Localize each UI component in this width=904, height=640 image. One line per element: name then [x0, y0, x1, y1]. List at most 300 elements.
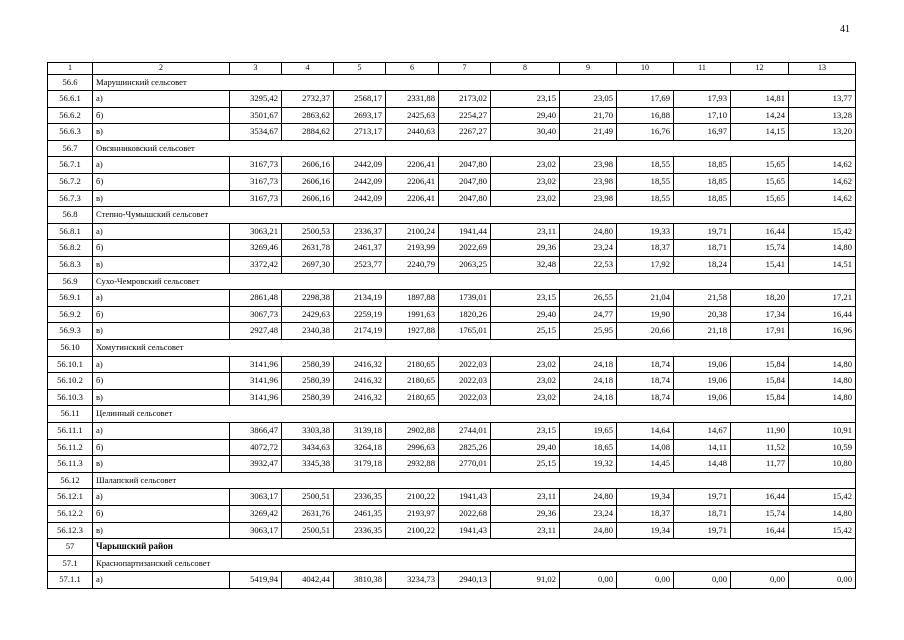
row-variant: в) — [93, 257, 230, 274]
value-cell: 16,44 — [731, 522, 789, 539]
value-cell: 2580,39 — [282, 373, 334, 390]
value-cell: 32,48 — [491, 257, 560, 274]
value-cell: 15,84 — [731, 389, 789, 406]
row-code: 56.10.3 — [48, 389, 93, 406]
section-row — [48, 472, 856, 489]
value-cell: 14,80 — [789, 356, 856, 373]
value-cell: 3932,47 — [230, 456, 282, 473]
value-cell: 2440,63 — [386, 124, 439, 141]
value-cell: 2606,16 — [282, 157, 334, 174]
value-cell: 2336,35 — [334, 522, 386, 539]
value-cell: 25,15 — [491, 456, 560, 473]
row-code: 56.9.3 — [48, 323, 93, 340]
section-title: Сухо-Чемровский сельсовет — [93, 273, 856, 290]
value-cell: 19,06 — [674, 389, 731, 406]
value-cell: 1765,01 — [439, 323, 491, 340]
value-cell: 3269,42 — [230, 505, 282, 522]
value-cell: 2861,48 — [230, 290, 282, 307]
value-cell: 2902,88 — [386, 422, 439, 439]
value-cell: 3534,67 — [230, 124, 282, 141]
value-cell: 18,85 — [674, 174, 731, 191]
value-cell: 2744,01 — [439, 422, 491, 439]
value-cell: 13,77 — [789, 91, 856, 108]
row-code: 56.10.2 — [48, 373, 93, 390]
value-cell: 2713,17 — [334, 124, 386, 141]
value-cell: 24,18 — [560, 356, 617, 373]
value-cell: 14,80 — [789, 373, 856, 390]
value-cell: 29,36 — [491, 240, 560, 257]
value-cell: 3167,73 — [230, 174, 282, 191]
value-cell: 3179,18 — [334, 456, 386, 473]
value-cell: 2174,19 — [334, 323, 386, 340]
value-cell: 25,15 — [491, 323, 560, 340]
column-header: 6 — [386, 63, 439, 75]
value-cell: 2134,19 — [334, 290, 386, 307]
value-cell: 13,28 — [789, 107, 856, 124]
value-cell: 0,00 — [617, 572, 674, 589]
value-cell: 19,33 — [617, 223, 674, 240]
value-cell: 0,00 — [789, 572, 856, 589]
value-cell: 14,08 — [617, 439, 674, 456]
value-cell: 2022,03 — [439, 356, 491, 373]
row-code: 56.6.1 — [48, 91, 93, 108]
column-header: 1 — [48, 63, 93, 75]
value-cell: 14,67 — [674, 422, 731, 439]
row-code: 56.8.1 — [48, 223, 93, 240]
value-cell: 2336,35 — [334, 489, 386, 506]
value-cell: 2416,32 — [334, 356, 386, 373]
value-cell: 14,62 — [789, 190, 856, 207]
table-row — [48, 223, 856, 240]
section-title: Степно-Чумышский сельсовет — [93, 207, 856, 224]
value-cell: 23,98 — [560, 174, 617, 191]
row-code: 56.9 — [48, 273, 93, 290]
value-cell: 14,81 — [731, 91, 789, 108]
value-cell: 2568,17 — [334, 91, 386, 108]
value-cell: 29,40 — [491, 439, 560, 456]
value-cell: 15,42 — [789, 223, 856, 240]
value-cell: 17,92 — [617, 257, 674, 274]
value-cell: 2063,25 — [439, 257, 491, 274]
row-variant: а) — [93, 572, 230, 589]
value-cell: 2047,80 — [439, 174, 491, 191]
row-code: 56.9.2 — [48, 306, 93, 323]
value-cell: 14,62 — [789, 157, 856, 174]
value-cell: 0,00 — [731, 572, 789, 589]
column-header: 3 — [230, 63, 282, 75]
row-code: 56.12 — [48, 472, 93, 489]
section-row — [48, 273, 856, 290]
value-cell: 21,70 — [560, 107, 617, 124]
value-cell: 18,37 — [617, 505, 674, 522]
value-cell: 17,93 — [674, 91, 731, 108]
row-code: 56.6 — [48, 74, 93, 91]
row-code: 56.12.1 — [48, 489, 93, 506]
value-cell: 23,05 — [560, 91, 617, 108]
value-cell: 23,02 — [491, 190, 560, 207]
row-variant: в) — [93, 456, 230, 473]
value-cell: 15,42 — [789, 522, 856, 539]
row-code: 56.10.1 — [48, 356, 93, 373]
value-cell: 4072,72 — [230, 439, 282, 456]
table-row — [48, 323, 856, 340]
value-cell: 20,66 — [617, 323, 674, 340]
value-cell: 3234,73 — [386, 572, 439, 589]
value-cell: 18,37 — [617, 240, 674, 257]
column-header: 2 — [93, 63, 230, 75]
value-cell: 23,02 — [491, 373, 560, 390]
value-cell: 23,15 — [491, 422, 560, 439]
value-cell: 24,80 — [560, 522, 617, 539]
table-row — [48, 505, 856, 522]
value-cell: 3141,96 — [230, 356, 282, 373]
value-cell: 17,21 — [789, 290, 856, 307]
value-cell: 1897,88 — [386, 290, 439, 307]
row-code: 57.1.1 — [48, 572, 93, 589]
table-row — [48, 489, 856, 506]
value-cell: 16,97 — [674, 124, 731, 141]
row-code: 56.12.3 — [48, 522, 93, 539]
value-cell: 2416,32 — [334, 389, 386, 406]
row-code: 56.6.2 — [48, 107, 93, 124]
table-row — [48, 107, 856, 124]
value-cell: 2180,65 — [386, 373, 439, 390]
value-cell: 21,04 — [617, 290, 674, 307]
value-cell: 15,65 — [731, 174, 789, 191]
value-cell: 2206,41 — [386, 190, 439, 207]
row-variant: б) — [93, 107, 230, 124]
value-cell: 3141,96 — [230, 373, 282, 390]
section-row — [48, 539, 856, 556]
column-header: 5 — [334, 63, 386, 75]
value-cell: 3372,42 — [230, 257, 282, 274]
table-row — [48, 439, 856, 456]
section-row — [48, 140, 856, 157]
value-cell: 16,76 — [617, 124, 674, 141]
value-cell: 11,52 — [731, 439, 789, 456]
table-row — [48, 389, 856, 406]
value-cell: 2047,80 — [439, 157, 491, 174]
value-cell: 24,77 — [560, 306, 617, 323]
value-cell: 24,18 — [560, 373, 617, 390]
value-cell: 14,80 — [789, 389, 856, 406]
page-number: 41 — [840, 24, 850, 35]
value-cell: 2206,41 — [386, 174, 439, 191]
value-cell: 18,20 — [731, 290, 789, 307]
table-row — [48, 456, 856, 473]
table-row — [48, 572, 856, 589]
value-cell: 23,11 — [491, 223, 560, 240]
value-cell: 2022,69 — [439, 240, 491, 257]
table-row — [48, 522, 856, 539]
value-cell: 2254,27 — [439, 107, 491, 124]
value-cell: 2206,41 — [386, 157, 439, 174]
value-cell: 2100,24 — [386, 223, 439, 240]
value-cell: 18,55 — [617, 157, 674, 174]
section-row — [48, 207, 856, 224]
column-header: 10 — [617, 63, 674, 75]
value-cell: 29,40 — [491, 306, 560, 323]
value-cell: 10,80 — [789, 456, 856, 473]
value-cell: 21,18 — [674, 323, 731, 340]
table-row — [48, 124, 856, 141]
value-cell: 23,98 — [560, 157, 617, 174]
value-cell: 2580,39 — [282, 356, 334, 373]
row-code: 57.1 — [48, 555, 93, 572]
value-cell: 19,06 — [674, 373, 731, 390]
value-cell: 1941,43 — [439, 489, 491, 506]
row-variant: а) — [93, 223, 230, 240]
value-cell: 14,24 — [731, 107, 789, 124]
value-cell: 2523,77 — [334, 257, 386, 274]
value-cell: 23,02 — [491, 157, 560, 174]
value-cell: 16,96 — [789, 323, 856, 340]
section-title: Хомутинский сельсовет — [93, 340, 856, 357]
value-cell: 2047,80 — [439, 190, 491, 207]
value-cell: 3264,18 — [334, 439, 386, 456]
row-variant: б) — [93, 306, 230, 323]
column-header: 7 — [439, 63, 491, 75]
column-header: 11 — [674, 63, 731, 75]
value-cell: 11,90 — [731, 422, 789, 439]
row-code: 56.11.3 — [48, 456, 93, 473]
row-variant: а) — [93, 157, 230, 174]
value-cell: 16,44 — [731, 489, 789, 506]
row-variant: в) — [93, 389, 230, 406]
row-variant: в) — [93, 522, 230, 539]
value-cell: 23,11 — [491, 489, 560, 506]
value-cell: 2416,32 — [334, 373, 386, 390]
value-cell: 29,36 — [491, 505, 560, 522]
value-cell: 23,02 — [491, 356, 560, 373]
row-variant: а) — [93, 356, 230, 373]
value-cell: 16,44 — [731, 223, 789, 240]
value-cell: 10,91 — [789, 422, 856, 439]
value-cell: 14,51 — [789, 257, 856, 274]
value-cell: 2500,51 — [282, 489, 334, 506]
value-cell: 14,11 — [674, 439, 731, 456]
value-cell: 1991,63 — [386, 306, 439, 323]
value-cell: 2425,63 — [386, 107, 439, 124]
value-cell: 23,24 — [560, 505, 617, 522]
table-row — [48, 174, 856, 191]
table-row — [48, 240, 856, 257]
value-cell: 15,42 — [789, 489, 856, 506]
value-cell: 2996,63 — [386, 439, 439, 456]
section-title: Краснопартизанский сельсовет — [93, 555, 856, 572]
value-cell: 14,80 — [789, 505, 856, 522]
row-variant: б) — [93, 240, 230, 257]
value-cell: 2770,01 — [439, 456, 491, 473]
value-cell: 1941,44 — [439, 223, 491, 240]
value-cell: 24,18 — [560, 389, 617, 406]
value-cell: 14,62 — [789, 174, 856, 191]
value-cell: 26,55 — [560, 290, 617, 307]
value-cell: 2697,30 — [282, 257, 334, 274]
value-cell: 19,34 — [617, 489, 674, 506]
column-header: 4 — [282, 63, 334, 75]
row-code: 57 — [48, 539, 93, 556]
value-cell: 23,11 — [491, 522, 560, 539]
value-cell: 19,34 — [617, 522, 674, 539]
row-code: 56.8.3 — [48, 257, 93, 274]
value-cell: 5419,94 — [230, 572, 282, 589]
value-cell: 1739,01 — [439, 290, 491, 307]
value-cell: 19,71 — [674, 489, 731, 506]
value-cell: 2500,51 — [282, 522, 334, 539]
table-row — [48, 306, 856, 323]
value-cell: 15,74 — [731, 240, 789, 257]
row-code: 56.8.2 — [48, 240, 93, 257]
value-cell: 0,00 — [560, 572, 617, 589]
row-code: 56.9.1 — [48, 290, 93, 307]
row-code: 56.7 — [48, 140, 93, 157]
row-code: 56.10 — [48, 340, 93, 357]
value-cell: 2825,26 — [439, 439, 491, 456]
value-cell: 2863,62 — [282, 107, 334, 124]
column-header: 8 — [491, 63, 560, 75]
column-header: 12 — [731, 63, 789, 75]
value-cell: 11,77 — [731, 456, 789, 473]
value-cell: 3063,17 — [230, 522, 282, 539]
section-title: Марушинский сельсовет — [93, 74, 856, 91]
value-cell: 14,64 — [617, 422, 674, 439]
value-cell: 2732,37 — [282, 91, 334, 108]
table-row — [48, 290, 856, 307]
value-cell: 2331,88 — [386, 91, 439, 108]
value-cell: 10,59 — [789, 439, 856, 456]
value-cell: 17,34 — [731, 306, 789, 323]
value-cell: 3167,73 — [230, 157, 282, 174]
value-cell: 16,44 — [789, 306, 856, 323]
value-cell: 23,02 — [491, 174, 560, 191]
value-cell: 18,71 — [674, 240, 731, 257]
value-cell: 23,24 — [560, 240, 617, 257]
row-variant: б) — [93, 439, 230, 456]
row-code: 56.8 — [48, 207, 93, 224]
value-cell: 2932,88 — [386, 456, 439, 473]
row-variant: а) — [93, 422, 230, 439]
value-cell: 3866,47 — [230, 422, 282, 439]
value-cell: 2336,37 — [334, 223, 386, 240]
value-cell: 18,55 — [617, 190, 674, 207]
value-cell: 2606,16 — [282, 190, 334, 207]
value-cell: 21,49 — [560, 124, 617, 141]
value-cell: 15,65 — [731, 190, 789, 207]
section-title: Целинный сельсовет — [93, 406, 856, 423]
value-cell: 2180,65 — [386, 356, 439, 373]
value-cell: 2884,62 — [282, 124, 334, 141]
value-cell: 23,02 — [491, 389, 560, 406]
value-cell: 3810,38 — [334, 572, 386, 589]
value-cell: 15,65 — [731, 157, 789, 174]
value-cell: 18,85 — [674, 190, 731, 207]
value-cell: 2100,22 — [386, 489, 439, 506]
value-cell: 2340,38 — [282, 323, 334, 340]
section-row — [48, 340, 856, 357]
section-title: Чарышский район — [93, 539, 856, 556]
value-cell: 2631,78 — [282, 240, 334, 257]
value-cell: 15,41 — [731, 257, 789, 274]
value-cell: 2461,35 — [334, 505, 386, 522]
table-row — [48, 422, 856, 439]
table-row — [48, 356, 856, 373]
value-cell: 18,85 — [674, 157, 731, 174]
row-variant: б) — [93, 373, 230, 390]
value-cell: 3269,46 — [230, 240, 282, 257]
value-cell: 22,53 — [560, 257, 617, 274]
value-cell: 2022,03 — [439, 389, 491, 406]
value-cell: 2580,39 — [282, 389, 334, 406]
value-cell: 15,84 — [731, 356, 789, 373]
value-cell: 29,40 — [491, 107, 560, 124]
value-cell: 14,80 — [789, 240, 856, 257]
column-header: 9 — [560, 63, 617, 75]
value-cell: 19,71 — [674, 522, 731, 539]
value-cell: 1820,26 — [439, 306, 491, 323]
value-cell: 2193,97 — [386, 505, 439, 522]
value-cell: 19,32 — [560, 456, 617, 473]
value-cell: 91,02 — [491, 572, 560, 589]
value-cell: 2927,48 — [230, 323, 282, 340]
row-code: 56.11.1 — [48, 422, 93, 439]
value-cell: 17,91 — [731, 323, 789, 340]
value-cell: 2500,53 — [282, 223, 334, 240]
value-cell: 2442,09 — [334, 190, 386, 207]
value-cell: 19,06 — [674, 356, 731, 373]
value-cell: 2693,17 — [334, 107, 386, 124]
section-title: Шалапский сельсовет — [93, 472, 856, 489]
value-cell: 2022,03 — [439, 373, 491, 390]
section-row — [48, 406, 856, 423]
value-cell: 2267,27 — [439, 124, 491, 141]
value-cell: 2631,76 — [282, 505, 334, 522]
value-cell: 19,71 — [674, 223, 731, 240]
section-title: Овсянниковский сельсовет — [93, 140, 856, 157]
row-variant: в) — [93, 323, 230, 340]
row-code: 56.7.3 — [48, 190, 93, 207]
value-cell: 23,15 — [491, 91, 560, 108]
value-cell: 13,20 — [789, 124, 856, 141]
value-cell: 30,40 — [491, 124, 560, 141]
value-cell: 3139,18 — [334, 422, 386, 439]
value-cell: 15,74 — [731, 505, 789, 522]
row-variant: б) — [93, 505, 230, 522]
row-variant: а) — [93, 91, 230, 108]
value-cell: 3345,38 — [282, 456, 334, 473]
value-cell: 18,74 — [617, 356, 674, 373]
value-cell: 3063,17 — [230, 489, 282, 506]
table-row — [48, 257, 856, 274]
value-cell: 2100,22 — [386, 522, 439, 539]
value-cell: 17,69 — [617, 91, 674, 108]
value-cell: 17,10 — [674, 107, 731, 124]
value-cell: 0,00 — [674, 572, 731, 589]
value-cell: 2606,16 — [282, 174, 334, 191]
value-cell: 16,88 — [617, 107, 674, 124]
row-code: 56.11 — [48, 406, 93, 423]
row-variant: б) — [93, 174, 230, 191]
value-cell: 4042,44 — [282, 572, 334, 589]
value-cell: 2940,13 — [439, 572, 491, 589]
value-cell: 1941,43 — [439, 522, 491, 539]
section-row — [48, 555, 856, 572]
value-cell: 18,65 — [560, 439, 617, 456]
value-cell: 14,48 — [674, 456, 731, 473]
value-cell: 14,15 — [731, 124, 789, 141]
value-cell: 15,84 — [731, 373, 789, 390]
row-variant: а) — [93, 489, 230, 506]
